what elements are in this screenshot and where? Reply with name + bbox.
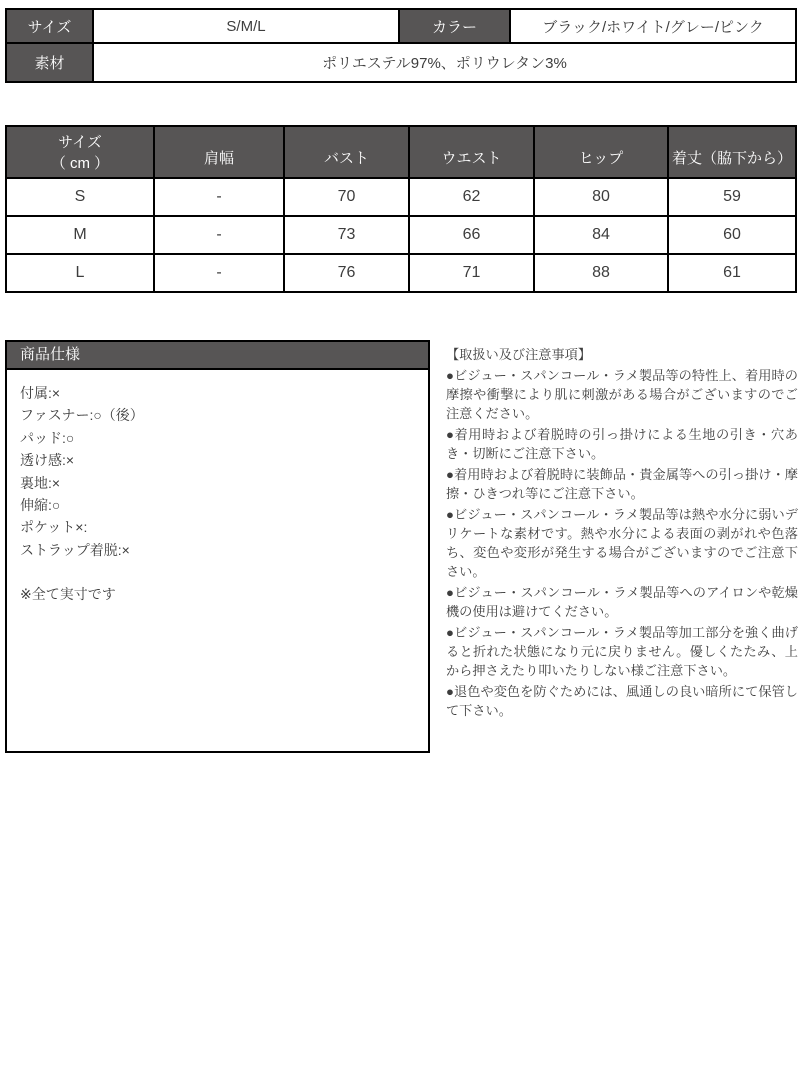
cell-length: 60 xyxy=(668,216,796,254)
cell-shoulder: - xyxy=(154,254,284,292)
color-label-cell: カラー xyxy=(399,9,510,43)
cell-waist: 71 xyxy=(409,254,534,292)
care-item: ●着用時および着脱時に装飾品・貴金属等への引っ掛け・摩擦・ひきつれ等にご注意下さい。 xyxy=(446,467,798,501)
cell-size: L xyxy=(6,254,154,292)
cell-hip: 88 xyxy=(534,254,668,292)
cell-bust: 73 xyxy=(284,216,409,254)
care-item: ●着用時および着脱時の引っ掛けによる生地の引き・穴あき・切断にご注意下さい。 xyxy=(446,427,798,461)
header-size-line1: サイズ xyxy=(58,133,102,151)
header-hip: ヒップ xyxy=(534,126,668,178)
cell-shoulder: - xyxy=(154,216,284,254)
table-row xyxy=(6,9,796,43)
table-row xyxy=(6,43,796,82)
cell-bust: 76 xyxy=(284,254,409,292)
color-value-cell: ブラック/ホワイト/グレー/ピンク xyxy=(510,9,796,43)
cell-size: M xyxy=(6,216,154,254)
care-item: ●退色や変色を防ぐためには、風通しの良い暗所にて保管して下さい。 xyxy=(446,684,798,718)
cell-hip: 80 xyxy=(534,178,668,216)
spec-line-strap: ストラップ着脱:× xyxy=(20,541,130,558)
cell-length: 61 xyxy=(668,254,796,292)
cell-length: 59 xyxy=(668,178,796,216)
header-bust: バスト xyxy=(284,126,409,178)
cell-size: S xyxy=(6,178,154,216)
basic-spec-table xyxy=(5,8,797,83)
spec-line-fastener: ファスナー:○（後） xyxy=(20,407,144,424)
spec-line-stretch: 伸縮:○ xyxy=(20,497,61,514)
spec-line-accessory: 付属:× xyxy=(20,385,61,401)
spec-line-sheerness: 透け感:× xyxy=(20,452,75,469)
header-shoulder: 肩幅 xyxy=(154,126,284,178)
size-value-cell: S/M/L xyxy=(93,9,399,43)
care-item: ●ビジュー・スパンコール・ラメ製品等の特性上、着用時の摩擦や衝撃により肌に刺激がある場合がございますのでご注意ください。 xyxy=(446,368,798,421)
table-row-m xyxy=(6,216,796,254)
header-size-line2: （ cm ） xyxy=(50,154,110,172)
care-item: ●ビジュー・スパンコール・ラメ製品等加工部分を強く曲げると折れた状態になり元に戻りません。優しくたたみ、上から押さえたり叩いたりしない様ご注意下さい。 xyxy=(446,625,798,678)
care-title: 【取扱い及び注意事項】 xyxy=(446,347,592,362)
spec-line-pocket: ポケット×: xyxy=(20,519,88,536)
product-spec-body xyxy=(7,370,428,606)
material-label-cell: 素材 xyxy=(6,43,93,82)
header-waist: ウエスト xyxy=(409,126,534,178)
header-length: 着丈（脇下から） xyxy=(668,126,796,178)
size-chart-header-row xyxy=(6,126,796,178)
cell-shoulder: - xyxy=(154,178,284,216)
table-row-l xyxy=(6,254,796,292)
spec-line-pad: パッド:○ xyxy=(20,429,75,446)
spec-line-lining: 裏地:× xyxy=(20,474,61,491)
care-item: ●ビジュー・スパンコール・ラメ製品等は熱や水分に弱いデリケートな素材です。熱や水分による表面の剥がれや色落ち、変色や変形が発生する場合がございますのでご注意下さい。 xyxy=(446,507,798,579)
care-instructions xyxy=(446,345,798,722)
cell-waist: 66 xyxy=(409,216,534,254)
care-item: ●ビジュー・スパンコール・ラメ製品等へのアイロンや乾燥機の使用は避けてください。 xyxy=(446,585,798,619)
table-row-s xyxy=(6,178,796,216)
spec-note-actual-size: ※全て実寸です xyxy=(20,586,116,603)
cell-hip: 84 xyxy=(534,216,668,254)
cell-waist: 62 xyxy=(409,178,534,216)
size-label-cell: サイズ xyxy=(6,9,93,43)
product-spec-box xyxy=(5,340,430,753)
cell-bust: 70 xyxy=(284,178,409,216)
material-value-cell: ポリエステル97%、ポリウレタン3% xyxy=(93,43,796,82)
size-chart-table xyxy=(5,125,797,293)
header-size-cm xyxy=(6,126,154,178)
product-spec-title: 商品仕様 xyxy=(7,342,428,370)
